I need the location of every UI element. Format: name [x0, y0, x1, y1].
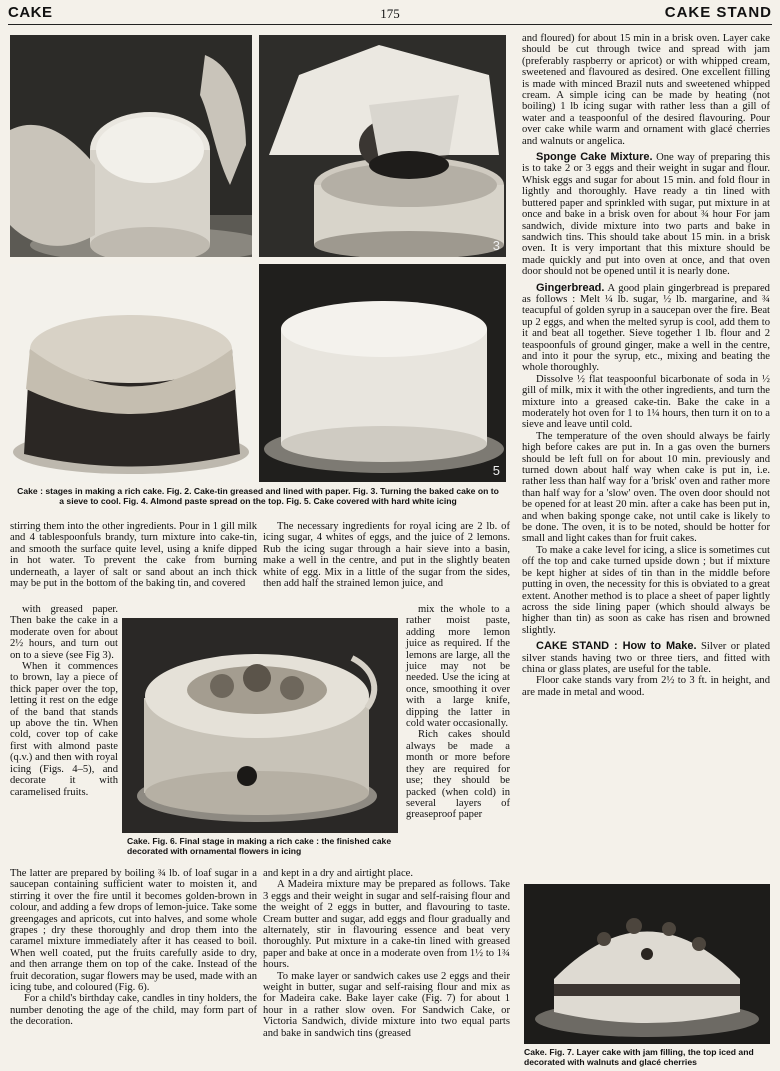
column-1-narrow: [10, 604, 118, 798]
column-1-bottom: [10, 868, 257, 1028]
para-level: To make a cake level for icing, a slice is sometimes cut off the top and cake turned upside down ; but if mixture be kept higher at sides of tin than in the middle before putting in oven, the necessity for this is obviated to a great extent. Another method is to place a sheet of paper lightly across the side lining paper (which should always be higher than tin) as soon as cake has risen and browned slightly.: [522, 544, 770, 636]
para-royal-icing: The necessary ingredients for royal icing are 2 lb. of icing sugar, 4 whites of eggs, and the juice of 2 lemons. Rub the icing sugar through a hair sieve into a basin, make a well in the centre, and put in the slightly beaten white of egg. Mix in a little of the sugar from the sides, then add half the strained lemon juice, and: [263, 521, 510, 590]
page-number: 175: [380, 6, 400, 21]
para-rich-cakes: Rich cakes should always be made a month or more before they are required for use; they should be packed (when cold) in several layers of greaseproof paper: [406, 729, 510, 821]
page-header: [8, 4, 772, 24]
caption-fig7: Cake. Fig. 7. Layer cake with jam filling, the top iced and decorated with walnuts and glacé cherries: [524, 1047, 754, 1067]
photo-fig5-white-icing: [259, 264, 506, 482]
para-stirring: stirring them into the other ingredients. Pour in 1 gill milk and 4 tablespoonfuls brandy, turn mixture into cake-tin, and smooth the surface quite level, using a knife dipped in hot water. To prevent the cake from burning underneath, a layer of salt or sand about an inch thick may be put in the bottom of the baking tin, and covered: [10, 521, 257, 590]
para-sponge-text: One way of preparing this is to take 2 or 3 eggs and their weight in sugar and flour. Whisk eggs and sugar for about 15 min. and fold flour in lightly and thoroughly. Have ready a tin lined with buttered paper and sprinkled with sugar, put mixture in at once and bake in a brisk oven for about ¾ hour For jam sandwich, divide mixture into two parts and bake in sandwich tins. This should take about 15 min. in a brisk oven. It is very important that this mixture should be made quickly and put into oven at once, and that oven door should not be opened until it is nearly done.: [522, 152, 770, 278]
photo-fig4-almond-paste: [10, 264, 252, 482]
almond-paste-cake-illustration: [10, 264, 252, 482]
para-greased-paper: with greased paper. Then bake the cake in a moderate oven for about 2½ hours, and turn out on to a sieve (see Fig 3).: [10, 604, 118, 661]
photo-fig6-finished-cake: [122, 618, 398, 833]
caption-top-figures: Cake : stages in making a rich cake. Fig. 2. Cake-tin greased and lined with paper. Fig. 3. Turning the baked cake on to a sieve to cool. Fig. 4. Almond paste spread on the top. Fig. 5. Cake covered with hard white icing: [17, 486, 499, 506]
para-floor-stands: Floor cake stands vary from 2½ to 3 ft. in height, and are made in metal and wood.: [522, 675, 770, 698]
column-2-bottom: [263, 868, 510, 1039]
column-2-narrow: [406, 604, 510, 821]
para-temperature: The temperature of the oven should always be fairly high before cakes are put in. In a gas oven the burners should be left full on for about 10 min. previously and turned down about half way when cake is put in, i.e. rather less than half way for a 'brisk' oven and rather more than half way for a 'slow' oven. The oven door should not be opened for at least 20 min. after a cake has been put in, and when baking sponge cake, not until cake is likely to be done. The oven, it is to be noted, should be hotter for small and light cakes than for fruit cakes.: [522, 430, 770, 545]
para-brown: When it commences to brown, lay a piece of thick paper over the top, letting it rest on the edge of the band that stands up above the tin. When cold, cover top of cake first with almond paste (q.v.) and then with royal icing (Figs. 4–5), and decorate it with caramelised fruits.: [10, 661, 118, 798]
photo-fig7-layer-cake: [524, 884, 770, 1044]
para-cake-stand-text: Silver or plated silver stands having two or three tiers, and fitted with china or glass plates, are useful for the table.: [522, 641, 770, 675]
heading-sponge: Sponge Cake Mixture.: [536, 151, 653, 164]
para-floured: and floured) for about 15 min in a brisk oven. Layer cake should be cut through twice and spread with jam (preferably raspberry or apricot) or with whipped cream, sweetened and flavoured as desired. One excellent filling is made with minced Brazil nuts and sweetened whipped cream. A simple icing can be made by heating (not boiling) 1 lb icing sugar with rather less than a gill of water and a teaspoonful of the desired flavouring. Pour over cake while warm and ornament with glacé cherries and walnuts or angelica.: [522, 33, 770, 147]
tin-lined-illustration: [10, 35, 252, 257]
para-birthday: For a child's birthday cake, candles in tiny holders, the number denoting the age of the child, may form part of the decoration.: [10, 993, 257, 1028]
iced-cake-illustration: [259, 264, 506, 482]
para-dissolve: Dissolve ½ flat teaspoonful bicarbonate of soda in ½ gill of milk, mix it with the other ingredients, and turn the mixture into a greased cake-tin. Bake the cake in a moderately hot oven for 1 to 1¼ hours, then turn it on to a sieve and leave until cold.: [522, 373, 770, 431]
para-sponge: [522, 152, 770, 277]
layer-cake-illustration: [524, 884, 770, 1044]
decorated-cake-illustration: [122, 618, 398, 833]
header-section-left: CAKE: [8, 4, 53, 21]
header-section-right: CAKE STAND: [664, 4, 772, 21]
caption-fig6: Cake. Fig. 6. Final stage in making a rich cake : the finished cake decorated with ornamental flowers in icing: [127, 836, 392, 856]
column-1-top: [10, 521, 257, 589]
para-gingerbread-text: A good plain gingerbread is prepared as follows : Melt ¼ lb. sugar, ½ lb. margarine, and ¾ teacupful of golden syrup in a saucepan over the fire. Beat up 2 eggs, and when the melted syrup is cool, add them to it and beat all together. Sieve together 1 lb. flour and 2 teaspoonfuls of ground ginger, make a well in the centre, and into it pour the syrup, etc., mixing and beating the whole thoroughly.: [522, 282, 770, 374]
sieve-illustration: [259, 35, 506, 257]
para-moist-paste: mix the whole to a rather moist paste, adding more lemon juice as required. If the lemons are large, all the juice may not be needed. Use the icing at once, smoothing it over with a large knife, dipping the latter in cold water occasionally.: [406, 604, 510, 730]
heading-cake-stand: CAKE STAND : How to Make.: [536, 640, 697, 653]
header-rule: [8, 24, 772, 25]
figure-number-3: 3: [492, 238, 500, 253]
para-layer-cakes: To make layer or sandwich cakes use 2 eggs and their weight in butter, sugar and self-raising flour and mix as for Madeira cake. Bake layer cake (Fig. 7) for about 1 hour in a rather slow oven. For Sandwich Cake, or Victoria Sandwich, divide mixture into two equal parts and bake in sandwich tins (greased: [263, 970, 510, 1039]
para-cake-stand: [522, 641, 770, 675]
para-gingerbread: [522, 283, 770, 374]
para-caramel: The latter are prepared by boiling ¾ lb. of loaf sugar in a saucepan containing sufficient water to moisten it, and stirring it over the fire until it becomes golden-brown in colour, and adding a few drops of lemon-juice. Take some greengages and apricots, cut into halves, and some whole grapes ; dry these thoroughly and drop them into the caramel mixture immediately after it has ceased to boil. When well coated, put the fruits carefully aside to dry, and then arrange them on top of the cake. Instead of the fruit decoration, sugar flowers may be used, made with an icing tube, and coloured (Fig. 6).: [10, 868, 257, 994]
para-madeira: A Madeira mixture may be prepared as follows. Take 3 eggs and their weight in sugar and self-raising flour and the weight of 2 eggs in butter, and flavouring to taste. Cream butter and sugar, add eggs and flour gradually and alternately, stir in flavouring essence and beat very thoroughly. Put mixture in a cake-tin lined with greased paper and bake at once in a moderate oven from 1½ to 1¾ hours.: [263, 879, 510, 971]
column-3: [522, 33, 770, 698]
photo-fig2-cake-tin-lined: [10, 35, 252, 257]
photo-fig3-turning-cake: [259, 35, 506, 257]
figure-number-5: 5: [492, 463, 500, 478]
para-airtight: and kept in a dry and airtight place.: [263, 868, 414, 879]
heading-gingerbread: Gingerbread.: [536, 281, 605, 294]
column-2-top: [263, 521, 510, 589]
